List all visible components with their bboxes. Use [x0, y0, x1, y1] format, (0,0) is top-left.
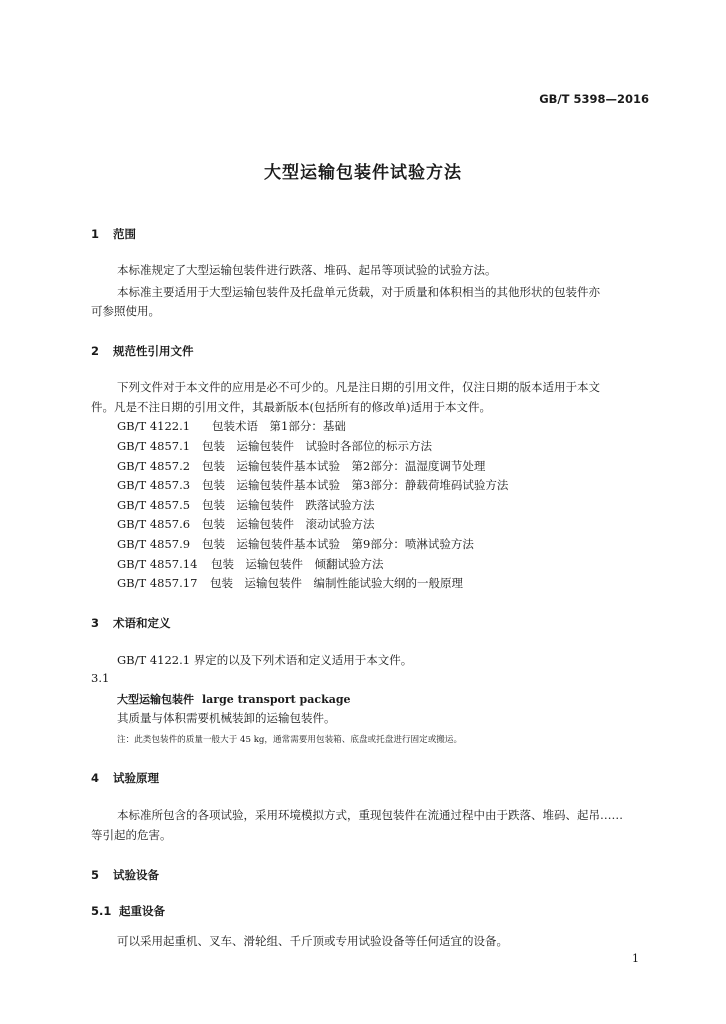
term-note: 注：此类包装件的质量一般大于 45 kg，通常需要用包装箱、底盘或托盘进行固定或搬运。 — [117, 735, 463, 745]
reference-item — [117, 536, 474, 552]
reference-item — [117, 556, 384, 572]
section-number: 5 — [91, 868, 100, 882]
reference-code: GB/T 4122.1 — [117, 419, 191, 433]
section-title: 试验原理 — [113, 771, 159, 785]
section-4-paragraph-1-cont: 等引起的危害。 — [91, 828, 172, 842]
section-2-paragraph-1: 下列文件对于本文件的应用是必不可少的。凡是注日期的引用文件，仅注日期的版本适用于本文 — [117, 380, 600, 394]
section-1-paragraph-2-cont: 可参照使用。 — [91, 304, 160, 318]
section-3-paragraph-1: GB/T 4122.1 界定的以及下列术语和定义适用于本文件。 — [117, 653, 413, 667]
reference-item — [117, 575, 463, 591]
reference-code: GB/T 4857.9 — [117, 537, 191, 551]
reference-title: 包装 运输包装件 试验时各部位的标示方法 — [202, 439, 432, 453]
section-2-paragraph-1-cont: 件。凡是不注日期的引用文件，其最新版本(包括所有的修改单)适用于本文件。 — [91, 400, 491, 414]
reference-item — [117, 516, 375, 532]
reference-title: 包装 运输包装件 跌落试验方法 — [202, 498, 375, 512]
section-title: 规范性引用文件 — [113, 344, 194, 358]
reference-title: 包装 运输包装件 倾翻试验方法 — [211, 557, 384, 571]
section-title: 范围 — [113, 227, 136, 241]
reference-title: 包装术语 第1部分：基础 — [212, 419, 346, 433]
reference-item — [117, 438, 432, 454]
reference-code: GB/T 4857.1 — [117, 439, 191, 453]
subsection-number: 5.1 — [91, 904, 112, 918]
term-definition: 其质量与体积需要机械装卸的运输包装件。 — [117, 711, 336, 725]
reference-code: GB/T 4857.2 — [117, 459, 191, 473]
subsection-title: 起重设备 — [119, 904, 165, 918]
term-name-zh: 大型运输包装件 — [117, 693, 194, 706]
reference-item — [117, 418, 346, 434]
section-4-heading — [91, 770, 159, 786]
reference-item — [117, 458, 485, 474]
reference-title: 包装 运输包装件基本试验 第3部分：静载荷堆码试验方法 — [202, 478, 509, 492]
section-5-1-paragraph-1: 可以采用起重机、叉车、滑轮组、千斤顶或专用试验设备等任何适宜的设备。 — [117, 934, 508, 948]
reference-code: GB/T 4857.6 — [117, 517, 191, 531]
standard-code: GB/T 5398—2016 — [539, 92, 649, 106]
section-number: 4 — [91, 771, 100, 785]
section-number: 2 — [91, 344, 100, 358]
section-title: 试验设备 — [113, 868, 159, 882]
term-name — [117, 691, 351, 707]
section-title: 术语和定义 — [113, 616, 171, 630]
section-3-heading — [91, 615, 171, 631]
reference-title: 包装 运输包装件 滚动试验方法 — [202, 517, 375, 531]
section-1-paragraph-2: 本标准主要适用于大型运输包装件及托盘单元货载，对于质量和体积相当的其他形状的包装件亦 — [117, 285, 600, 299]
reference-code: GB/T 4857.17 — [117, 576, 198, 590]
subsection-5-1-heading — [91, 903, 165, 919]
reference-item — [117, 477, 508, 493]
reference-title: 包装 运输包装件 编制性能试验大纲的一般原理 — [210, 576, 463, 590]
page-number: 1 — [632, 952, 639, 965]
reference-title: 包装 运输包装件基本试验 第2部分：温湿度调节处理 — [202, 459, 486, 473]
section-1-heading — [91, 226, 136, 242]
section-5-heading — [91, 867, 159, 883]
reference-title: 包装 运输包装件基本试验 第9部分：喷淋试验方法 — [202, 537, 474, 551]
reference-code: GB/T 4857.5 — [117, 498, 191, 512]
term-number: 3.1 — [91, 671, 110, 685]
section-1-paragraph-1: 本标准规定了大型运输包装件进行跌落、堆码、起吊等项试验的试验方法。 — [117, 263, 497, 277]
section-number: 1 — [91, 227, 100, 241]
reference-code: GB/T 4857.3 — [117, 478, 191, 492]
document-title: 大型运输包装件试验方法 — [264, 163, 462, 183]
section-number: 3 — [91, 616, 100, 630]
term-name-en: large transport package — [202, 693, 351, 706]
reference-item — [117, 497, 375, 513]
section-2-heading — [91, 343, 194, 359]
reference-code: GB/T 4857.14 — [117, 557, 198, 571]
section-4-paragraph-1: 本标准所包含的各项试验，采用环境模拟方式，重现包装件在流通过程中由于跌落、堆码、起吊…… — [117, 808, 623, 822]
